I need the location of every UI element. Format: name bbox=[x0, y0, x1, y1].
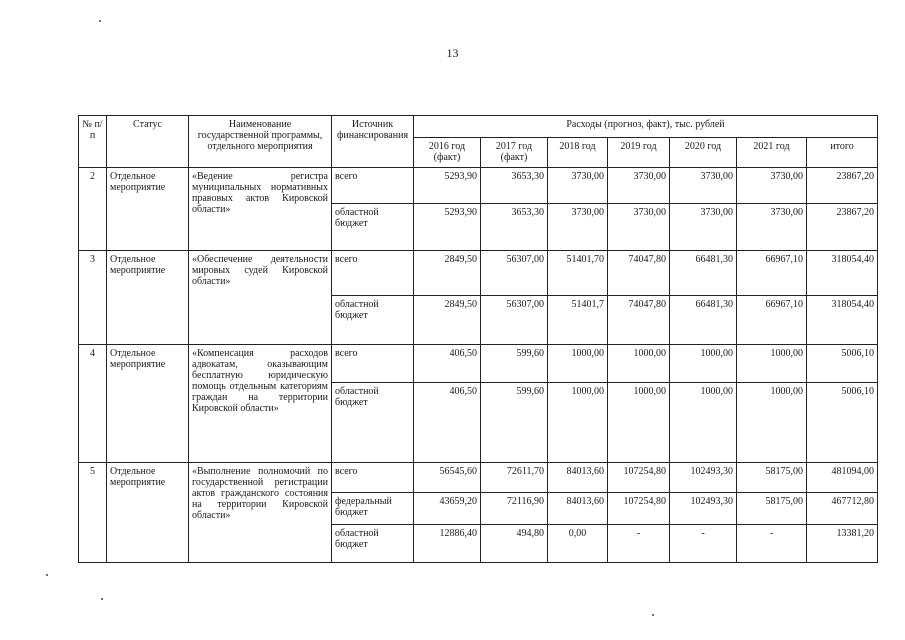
cell-value: 56545,60 bbox=[414, 463, 481, 493]
header-year-2020: 2020 год bbox=[670, 138, 737, 168]
cell-value: 3730,00 bbox=[608, 168, 670, 204]
table-row bbox=[79, 463, 878, 493]
cell-value: 5293,90 bbox=[414, 204, 481, 251]
row-name: «Ведение регистра муниципальных нормативных правовых актов Кировской области» bbox=[189, 168, 332, 251]
cell-value: 1000,00 bbox=[548, 345, 608, 383]
row-status: Отдельное мероприятие bbox=[107, 251, 189, 345]
cell-value: - bbox=[608, 525, 670, 563]
cell-value: 3730,00 bbox=[737, 168, 807, 204]
cell-value: 3730,00 bbox=[548, 204, 608, 251]
header-source: Источник финансирования bbox=[332, 116, 414, 168]
cell-value: 1000,00 bbox=[608, 383, 670, 463]
header-year-2018: 2018 год bbox=[548, 138, 608, 168]
cell-value: 51401,7 bbox=[548, 296, 608, 345]
cell-value: 3730,00 bbox=[737, 204, 807, 251]
row-source: областной бюджет bbox=[332, 296, 414, 345]
cell-value: 3730,00 bbox=[608, 204, 670, 251]
row-status: Отдельное мероприятие bbox=[107, 168, 189, 251]
cell-value: 1000,00 bbox=[737, 383, 807, 463]
cell-value: 102493,30 bbox=[670, 493, 737, 525]
cell-total: 481094,00 bbox=[807, 463, 878, 493]
cell-value: 3730,00 bbox=[548, 168, 608, 204]
cell-value: 74047,80 bbox=[608, 296, 670, 345]
cell-value: 66481,30 bbox=[670, 296, 737, 345]
row-number: 4 bbox=[79, 345, 107, 463]
cell-value: 599,60 bbox=[481, 383, 548, 463]
cell-total: 318054,40 bbox=[807, 251, 878, 296]
header-no: № п/п bbox=[79, 116, 107, 168]
row-number: 5 bbox=[79, 463, 107, 563]
cell-value: 0,00 bbox=[548, 525, 608, 563]
cell-value: 599,60 bbox=[481, 345, 548, 383]
row-source: федеральный бюджет bbox=[332, 493, 414, 525]
cell-value: 66481,30 bbox=[670, 251, 737, 296]
cell-value: 56307,00 bbox=[481, 251, 548, 296]
row-name: «Выполнение полномочий по государственной регистрации актов гражданского состояния на территории Кировской области» bbox=[189, 463, 332, 563]
scan-speck bbox=[101, 598, 103, 600]
cell-value: 74047,80 bbox=[608, 251, 670, 296]
header-status: Статус bbox=[107, 116, 189, 168]
cell-value: 58175,00 bbox=[737, 493, 807, 525]
cell-value: 12886,40 bbox=[414, 525, 481, 563]
cell-value: 3653,30 bbox=[481, 168, 548, 204]
cell-value: 72611,70 bbox=[481, 463, 548, 493]
row-source: всего bbox=[332, 251, 414, 296]
cell-value: 56307,00 bbox=[481, 296, 548, 345]
cell-value: 494,80 bbox=[481, 525, 548, 563]
budget-table bbox=[78, 115, 878, 563]
row-status: Отдельное мероприятие bbox=[107, 463, 189, 563]
cell-total: 467712,80 bbox=[807, 493, 878, 525]
row-source: всего bbox=[332, 345, 414, 383]
cell-value: - bbox=[670, 525, 737, 563]
cell-value: 102493,30 bbox=[670, 463, 737, 493]
cell-value: - bbox=[737, 525, 807, 563]
cell-value: 3653,30 bbox=[481, 204, 548, 251]
cell-value: 72116,90 bbox=[481, 493, 548, 525]
scan-speck bbox=[99, 20, 101, 22]
cell-value: 84013,60 bbox=[548, 463, 608, 493]
cell-value: 1000,00 bbox=[548, 383, 608, 463]
cell-value: 1000,00 bbox=[670, 345, 737, 383]
row-number: 3 bbox=[79, 251, 107, 345]
row-status: Отдельное мероприятие bbox=[107, 345, 189, 463]
cell-total: 5006,10 bbox=[807, 345, 878, 383]
header-year-2016: 2016 год (факт) bbox=[414, 138, 481, 168]
cell-value: 2849,50 bbox=[414, 251, 481, 296]
table-row bbox=[79, 251, 878, 296]
cell-total: 23867,20 bbox=[807, 168, 878, 204]
page-number: 13 bbox=[446, 46, 459, 60]
cell-value: 406,50 bbox=[414, 345, 481, 383]
header-name: Наименование государственной программы, отдельного мероприятия bbox=[189, 116, 332, 168]
cell-value: 66967,10 bbox=[737, 296, 807, 345]
scan-speck bbox=[46, 574, 48, 576]
header-expenses: Расходы (прогноз, факт), тыс. рублей bbox=[414, 116, 878, 138]
cell-value: 1000,00 bbox=[608, 345, 670, 383]
row-source: областной бюджет bbox=[332, 383, 414, 463]
cell-total: 13381,20 bbox=[807, 525, 878, 563]
cell-value: 3730,00 bbox=[670, 168, 737, 204]
row-source: всего bbox=[332, 463, 414, 493]
cell-value: 66967,10 bbox=[737, 251, 807, 296]
cell-value: 1000,00 bbox=[670, 383, 737, 463]
scan-speck bbox=[652, 614, 654, 616]
cell-value: 3730,00 bbox=[670, 204, 737, 251]
table-row bbox=[79, 168, 878, 204]
header-year-2017: 2017 год (факт) bbox=[481, 138, 548, 168]
row-name: «Компенсация расходов адвокатам, оказывающим бесплатную юридическую помощь отдельным категориям граждан на территории Кировской области» bbox=[189, 345, 332, 463]
row-number: 2 bbox=[79, 168, 107, 251]
cell-value: 107254,80 bbox=[608, 463, 670, 493]
table-row bbox=[79, 345, 878, 383]
header-total: итого bbox=[807, 138, 878, 168]
cell-value: 2849,50 bbox=[414, 296, 481, 345]
cell-value: 5293,90 bbox=[414, 168, 481, 204]
row-name: «Обеспечение деятельности мировых судей Кировской области» bbox=[189, 251, 332, 345]
cell-total: 318054,40 bbox=[807, 296, 878, 345]
cell-value: 107254,80 bbox=[608, 493, 670, 525]
cell-value: 1000,00 bbox=[737, 345, 807, 383]
cell-total: 23867,20 bbox=[807, 204, 878, 251]
cell-value: 84013,60 bbox=[548, 493, 608, 525]
row-source: всего bbox=[332, 168, 414, 204]
cell-value: 406,50 bbox=[414, 383, 481, 463]
cell-value: 58175,00 bbox=[737, 463, 807, 493]
cell-value: 51401,70 bbox=[548, 251, 608, 296]
cell-value: 43659,20 bbox=[414, 493, 481, 525]
header-year-2021: 2021 год bbox=[737, 138, 807, 168]
cell-total: 5006,10 bbox=[807, 383, 878, 463]
row-source: областной бюджет bbox=[332, 525, 414, 563]
header-year-2019: 2019 год bbox=[608, 138, 670, 168]
row-source: областной бюджет bbox=[332, 204, 414, 251]
